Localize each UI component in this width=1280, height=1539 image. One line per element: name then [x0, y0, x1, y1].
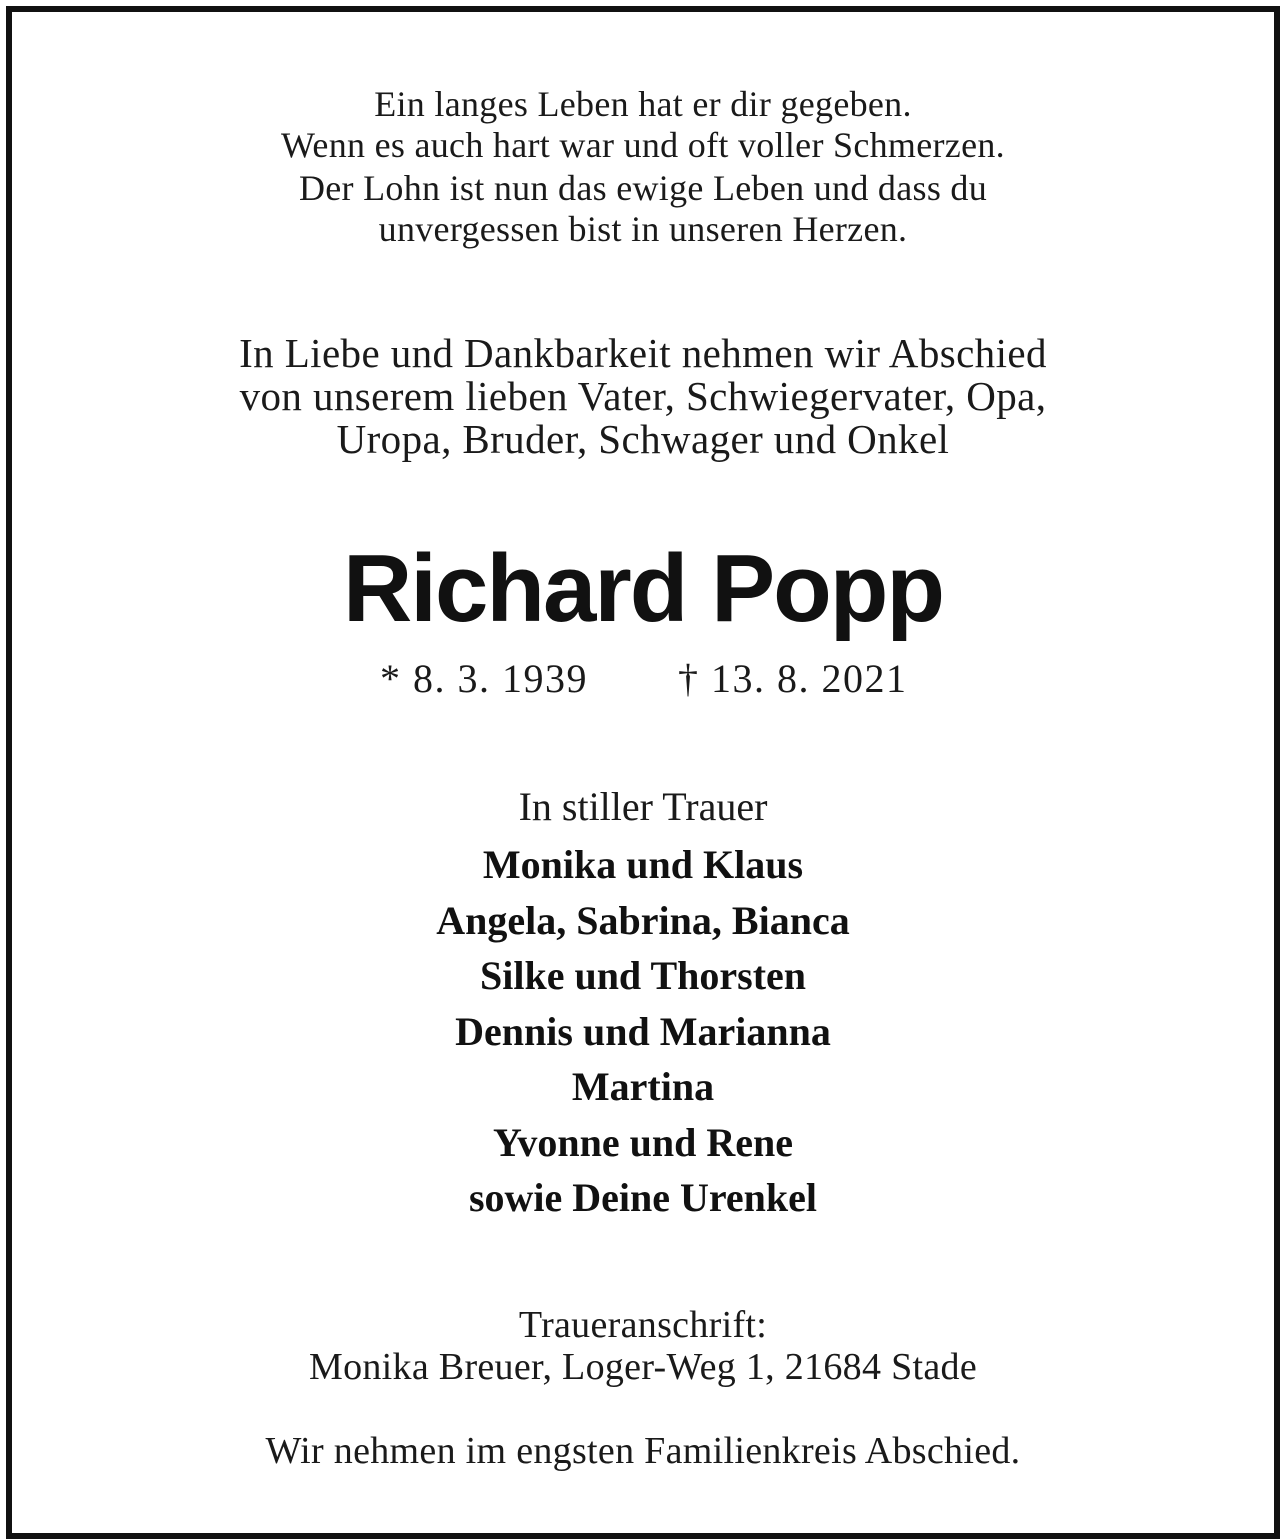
- mourner-line: Silke und Thorsten: [479, 953, 807, 998]
- poem-line-1: Ein langes Leben hat er dir gegeben.: [374, 84, 912, 124]
- intro-line-3: Uropa, Bruder, Schwager und Onkel: [336, 416, 950, 462]
- obituary-content: [12, 12, 1274, 1533]
- address-label: Traueranschrift:: [518, 1304, 768, 1346]
- mourner-line: Monika und Klaus: [482, 842, 804, 887]
- intro-line-1: In Liebe und Dankbarkeit nehmen wir Abschied: [239, 330, 1047, 376]
- poem-line-4: unvergessen bist in unseren Herzen.: [378, 209, 908, 249]
- mourner-line: Yvonne und Rene: [492, 1120, 794, 1165]
- intro-line-2: von unserem lieben Vater, Schwiegervater, Opa,: [239, 373, 1047, 419]
- poem-line-3: Der Lohn ist nun das ewige Leben und dass du: [298, 168, 988, 208]
- obituary-frame: [6, 6, 1280, 1539]
- address-value: Monika Breuer, Loger-Weg 1, 21684 Stade: [308, 1346, 978, 1388]
- mourner-line: sowie Deine Urenkel: [468, 1175, 818, 1220]
- closing-note: Wir nehmen im engsten Familienkreis Abschied.: [265, 1430, 1021, 1472]
- mourner-line: Dennis und Marianna: [455, 1009, 831, 1054]
- poem-line-2: Wenn es auch hart war und oft voller Schmerzen.: [281, 125, 1005, 165]
- mourner-line: Angela, Sabrina, Bianca: [436, 898, 850, 943]
- birth-date: * 8. 3. 1939: [380, 656, 588, 701]
- mourning-heading: In stiller Trauer: [518, 784, 768, 829]
- death-date: † 13. 8. 2021: [678, 656, 908, 701]
- life-dates: [12, 657, 1274, 701]
- mourner-line: Martina: [571, 1064, 715, 1109]
- deceased-name: Richard Popp: [342, 535, 944, 642]
